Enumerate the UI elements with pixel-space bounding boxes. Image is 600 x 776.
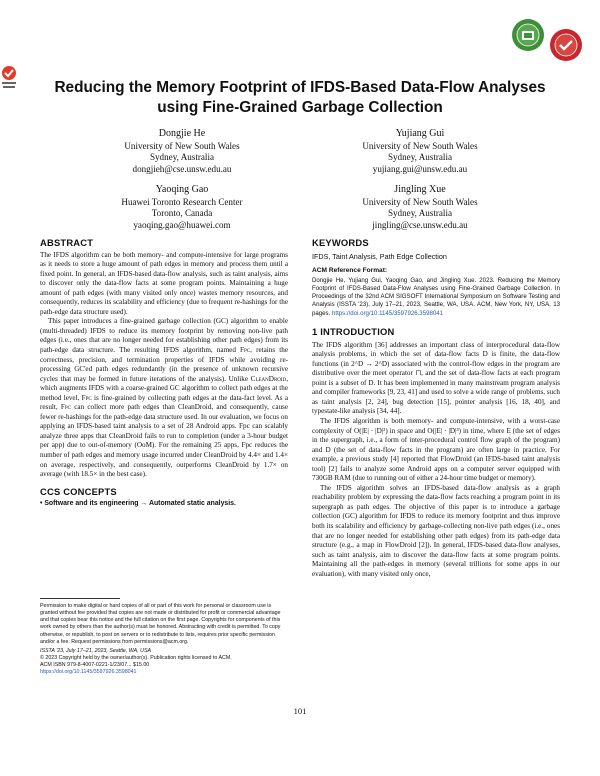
intro-paragraph: The IFDS algorithm [36] addresses an important class of interprocedural data-flow analysis problems, in which the set of data-flow facts D is finite, the data-flow functions (in 2^D → 2^D) associated with the control-flow edges in the program are distributive over the meet operator ⊓, and the set of data-flow facts at each program point is a subset of D. It has been implemented in many mainstream program analysis and compiler frameworks [9, 23, 41] and used to solve a wide range of problems, such as taint analysis [2, 24], bug detection [15], pointer analysis [16, 18, 40], and typestate-like analysis [34, 44]. <box>312 340 560 416</box>
introduction-heading: 1 INTRODUCTION <box>312 326 395 338</box>
author-location: Sydney, Australia <box>387 152 453 163</box>
abstract-text: pc <box>85 393 92 402</box>
keywords-text: IFDS, Taint Analysis, Path Edge Collection <box>312 251 447 261</box>
author-block <box>320 128 520 175</box>
abstract-paragraph <box>40 317 288 479</box>
abstract-heading: ABSTRACT <box>40 237 94 248</box>
intro-paragraph: The IFDS algorithm solves an IFDS-based data-flow analysis as a graph reachability problem by expressing the data-flow facts reaching a program point in its supergraph as path edges. The objective of this paper is to introduce a garbage collection (GC) algorithm for IFDS to reduce its memory footprint and thus improve both its scalability and efficiency by garbage-collecting non-live path edges (i.e., ones that are no longer needed for establishing other path edges) from its path-edge data structure (e.g., a map in FlowDroid [2]). In general, IFDS-based data-flow analyses, such as taint analysis, aim to discover the data-flow facts at some program points. Maintaining all the path-edges in memory (several trillions for some apps in our evaluation), with many visited only once, <box>312 483 560 578</box>
conference-info: ISSTA '23, July 17–21, 2023, Seattle, WA, USA <box>40 647 152 654</box>
right-column <box>312 238 560 579</box>
ccs-heading: CCS CONCEPTS <box>40 485 117 497</box>
author-email[interactable]: yujiang.gui@unsw.edu.au <box>372 163 468 174</box>
author-email[interactable]: dongjieh@cse.unsw.edu.au <box>132 163 232 174</box>
acm-reference-text <box>312 277 560 318</box>
author-affiliation: University of New South Wales <box>124 140 240 151</box>
isbn-text: ACM ISBN 979-8-4007-0221-1/23/07... $15.00 <box>40 662 150 669</box>
footnote-divider <box>40 598 120 599</box>
abstract-text: This paper introduces a fine-grained garbage collection (GC) algorithm to enable (multi-threaded) IFDS to reduce its memory footprint by removing non-live path edges (i.e., ones that are no longer needed for establishing other path edges) from its path-edge data structure. The resulting IFDS algorithm, named F <box>40 317 288 355</box>
author-affiliation: Huawei Toronto Research Center <box>121 196 243 207</box>
author-email[interactable]: jingling@cse.unsw.edu.au <box>372 219 468 230</box>
author-block <box>82 184 282 231</box>
paper-title: Reducing the Memory Footprint of IFDS-Based Data-Flow Analyses using Fine-Grained Garbage Collection <box>54 79 546 116</box>
author-name: Dongjie He <box>158 128 206 139</box>
permission-text: Permission to make digital or hard copies of all or part of this work for personal or classroom use is granted without fee provided that copies are not made or distributed for profit or commercial advantage and that copies bear this notice and the full citation on the first page. Copyrights for components of this work owned by others than the author(s) must be honored. Abstracting with credit is permitted. To copy otherwise, or republish, to post on servers or to redistribute to lists, requires prior specific permission and/or a fee. Request permissions from permissions@acm.org. <box>40 603 281 645</box>
reference-body: Dongjie He, Yujiang Gui, Yaoqing Gao, and Jingling Xue. 2023. Reducing the Memory Footprint of IFDS-Based Data-Flow Analyses using Fine-Grained Garbage Collection. In Proceedings of the 32nd ACM SIGSOFT International Symposium on Software Testing and Analysis (ISSTA '23), July 17–21, 2023, Seattle, WA, USA. ACM, New York, NY, USA, 13 pages. <box>312 276 560 317</box>
abstract-text: can collect more path edges than CleanDroid, and consequently, cause fewer re-hashings for the path-edge data structure used. In our evaluation, we focus on applying an IFDS-based taint analysis to a set of 28 Android apps. Fpc can scalably analyze three apps that CleanDroid fails to run to completion (under a 3-hour budget per app) due to out-of-memory (OoM). For the remaining 25 apps, Fpc reduces the number of path edges and memory usage incurred under CleanDroid by 4.4× and 1.4× on average, respectively, and consequently, outperforms CleanDroid by 1.7× on average (with 18.5× in the best case). <box>40 403 289 479</box>
author-block <box>82 128 282 175</box>
author-name: Yaoqing Gao <box>155 184 209 195</box>
author-affiliation: University of New South Wales <box>362 196 478 207</box>
artifacts-available-badge <box>511 18 545 52</box>
author-block <box>320 184 520 231</box>
intro-paragraph: The IFDS algorithm is both memory- and compute-intensive, with a worst-case complexity of O(|E| · |D|²) in space and O(|E| · |D|³) in time, where E (the set of edges in the supergraph, i.e., a form of inter-procedural control flow graph of the program) and D (the set of data-flow facts in the program) are often large in practice. For example, a previous study [4] reported that FlowDroid (an IFDS-based taint analysis tool) [2] fails to analyze some Android apps on a computer server equipped with 730GB RAM (due to running out of either a 24-hour time budget or memory). <box>312 417 560 483</box>
author-location: Toronto, Canada <box>151 208 213 219</box>
doi-link[interactable]: https://doi.org/10.1145/3597926.3598041 <box>40 669 137 676</box>
abstract-text: roid <box>273 374 287 383</box>
abstract-paragraph: The IFDS algorithm can be both memory- and compute-intensive for large programs as it needs to store a huge amount of path edges in memory and process them until a fixed point. In general, an IFDS-based data-flow analysis, such as taint analysis, aims to discover only the data-flow facts at some program points. Maintaining a huge amount of path edges (with many visited only once) wastes memory resources, and consequently, reduces its scalability and efficiency (due to frequent re-hashings for the path-edge data structure used). <box>40 250 288 316</box>
keywords-heading: KEYWORDS <box>312 237 369 248</box>
copyright-text: © 2023 Copyright held by the owner/author(s). Publication rights licensed to ACM. <box>40 655 232 662</box>
acm-reference-heading: ACM Reference Format: <box>312 267 388 275</box>
author-affiliation: University of New South Wales <box>362 140 478 151</box>
abstract-text: , which augments IFDS with a coarse-grained GC algorithm to collect path edges at the method level, F <box>40 374 288 402</box>
author-location: Sydney, Australia <box>387 208 453 219</box>
abstract-text: lean <box>255 374 269 383</box>
author-name: Jingling Xue <box>394 184 446 195</box>
abstract-text: , retains the correctness, precision, and termination properties of IFDS while avoiding re-processing GC'ed path edges redundantly (in the presence of unknown recursive cycles that may be formed in future iterations of the analysis). Unlike C <box>40 346 288 383</box>
check-for-updates-icon[interactable] <box>0 64 18 94</box>
author-location: Sydney, Australia <box>149 152 215 163</box>
left-column <box>40 238 288 509</box>
abstract-text: is fine-grained by collecting path edges at the data-fact level. As a result, F <box>40 393 288 412</box>
artifacts-evaluated-reusable-badge <box>549 28 583 62</box>
page-number: 101 <box>293 706 307 716</box>
author-name: Yujiang Gui <box>395 128 445 139</box>
abstract-text: pc <box>244 346 251 355</box>
abstract-text: D <box>268 374 274 383</box>
permission-footnote <box>40 603 288 677</box>
author-email[interactable]: yaoqing.gao@huawei.com <box>133 219 231 230</box>
reference-doi-link[interactable]: https://doi.org/10.1145/3597926.3598041 <box>332 309 444 317</box>
ccs-concepts: • Software and its engineering → Automated static analysis. <box>40 500 236 508</box>
abstract-text: pc <box>64 403 71 412</box>
